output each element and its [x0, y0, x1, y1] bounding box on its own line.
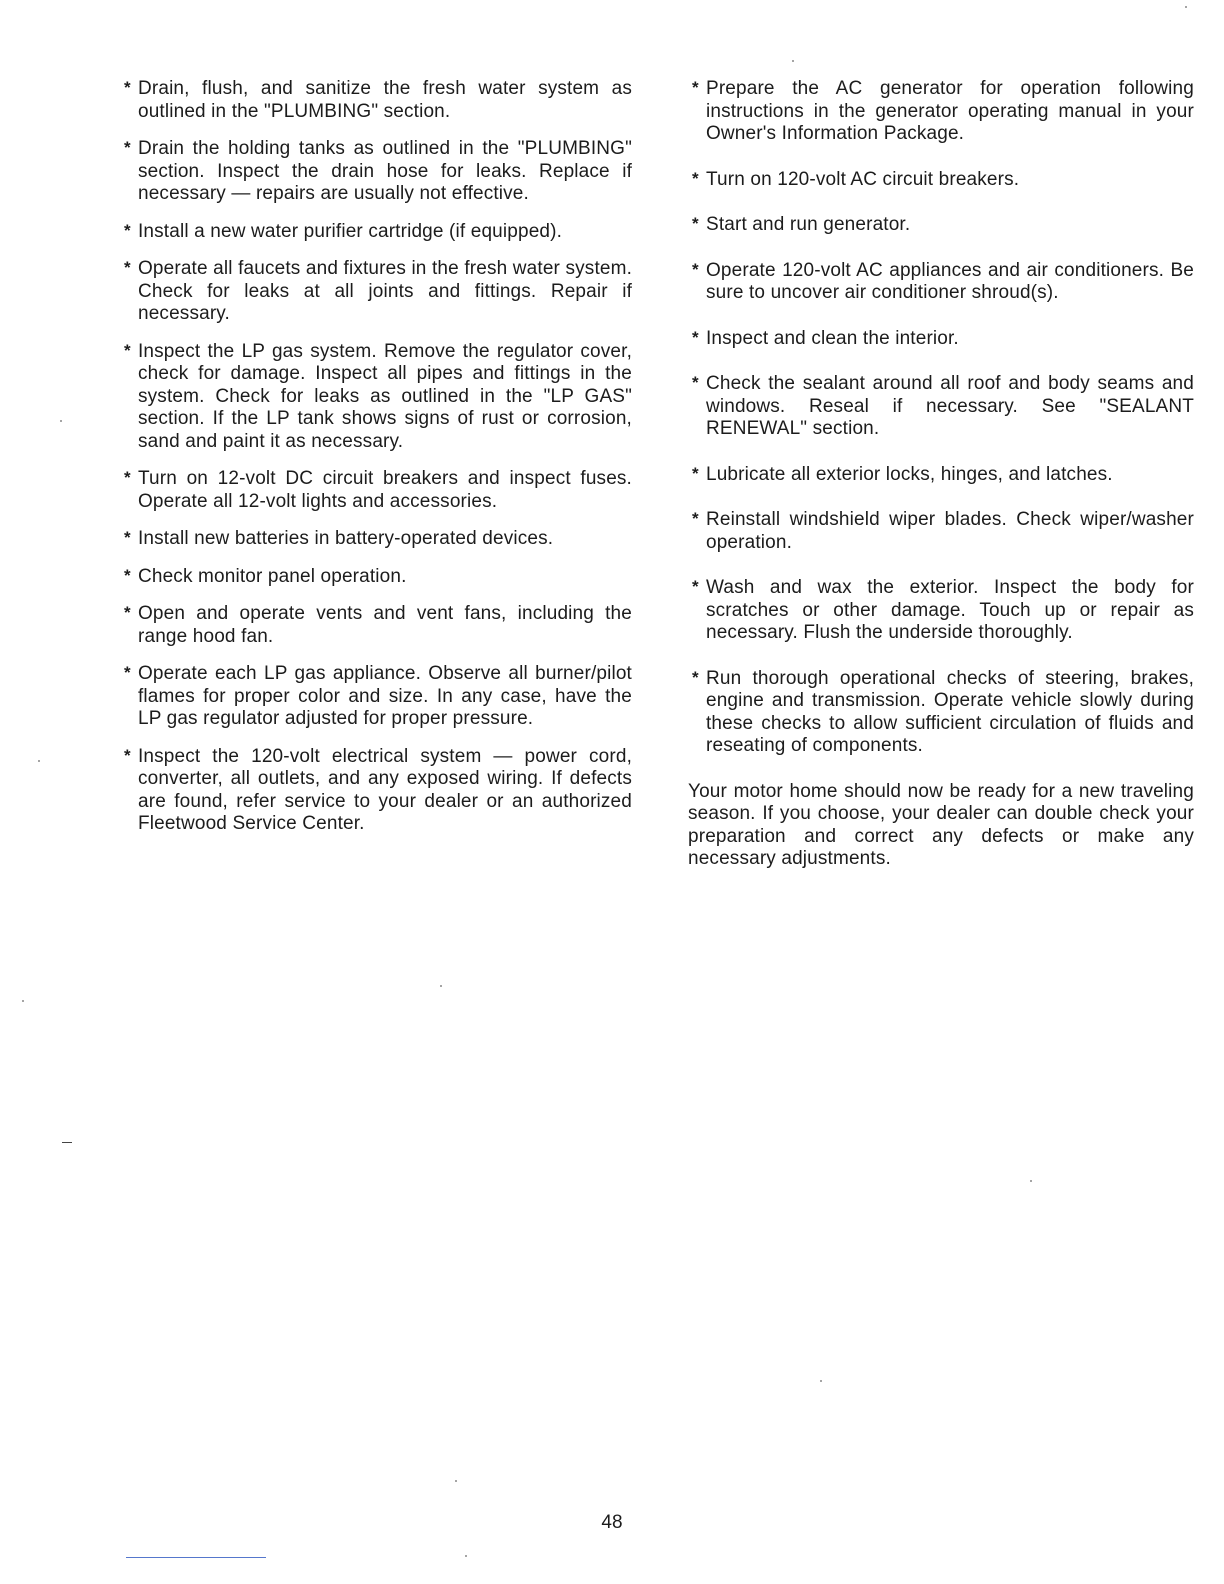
bullet-star: *: [692, 463, 699, 483]
bullet-star: *: [692, 509, 699, 528]
bullet-star: *: [124, 220, 131, 240]
bullet-star: *: [692, 373, 699, 392]
checklist-item-text: Turn on 120-volt AC circuit breakers.: [706, 168, 1020, 190]
bullet-star: *: [692, 259, 699, 279]
left-column: [120, 78, 632, 851]
checklist-item-text: Check the sealant around all roof and body seams and windows. Reseal if necessary. See "SEALANT RENEWAL" section.: [706, 373, 1194, 439]
scan-speck: [820, 1380, 822, 1382]
checklist-item-text: Prepare the AC generator for operation following instructions in the generator operating manual in your Owner's Information Package.: [706, 78, 1194, 144]
closing-paragraph: Your motor home should now be ready for a new traveling season. If you choose, your dealer can double check your preparation and correct any defects or make any necessary adjustments.: [688, 780, 1194, 869]
checklist-item-text: Open and operate vents and vent fans, including the range hood fan.: [138, 603, 632, 647]
checklist-item: [688, 373, 1194, 441]
bullet-star: *: [124, 258, 131, 277]
bullet-star: *: [692, 168, 699, 188]
bullet-star: *: [692, 78, 699, 97]
bullet-star: *: [124, 745, 131, 765]
checklist-item: [120, 341, 632, 454]
checklist-item: [120, 746, 632, 836]
bullet-star: *: [124, 663, 131, 682]
checklist-item-text: Install a new water purifier cartridge (if equipped).: [138, 220, 563, 242]
bullet-star: *: [124, 78, 131, 97]
checklist-item-text: Drain the holding tanks as outlined in the "PLUMBING" section. Inspect the drain hose for leaks. Replace if necessary — repairs are usually not effective.: [138, 138, 632, 204]
bullet-star: *: [692, 667, 699, 687]
checklist-item-text: Install new batteries in battery-operated devices.: [138, 528, 554, 549]
checklist-item: [120, 603, 632, 648]
checklist-item-text: Drain, flush, and sanitize the fresh water system as outlined in the "PLUMBING" section.: [138, 78, 632, 122]
checklist-item: [120, 663, 632, 731]
checklist-item-text: Inspect and clean the interior.: [706, 327, 959, 349]
scan-mark: [62, 1142, 72, 1143]
checklist-item-text: Run thorough operational checks of steering, brakes, engine and transmission. Operate vehicle slowly during these checks to allow sufficient circulation of fluids and reseating of components.: [706, 667, 1194, 756]
scan-speck: [792, 60, 794, 62]
checklist-item: [688, 78, 1194, 146]
checklist-item: [120, 566, 632, 589]
checklist-item-text: Operate all faucets and fixtures in the fresh water system. Check for leaks at all joints and fittings. Repair if necessary.: [138, 258, 632, 324]
checklist-item: [688, 668, 1194, 758]
checklist-item-text: Operate each LP gas appliance. Observe all burner/pilot flames for proper color and size. In any case, have the LP gas regulator adjusted for proper pressure.: [138, 663, 632, 729]
bullet-star: *: [124, 565, 131, 585]
scan-speck: [22, 1000, 24, 1002]
checklist-item: [688, 214, 1194, 237]
bullet-star: *: [124, 138, 131, 157]
scan-speck: [440, 985, 442, 987]
bullet-star: *: [124, 528, 131, 547]
checklist-item: [688, 464, 1194, 487]
bullet-star: *: [692, 327, 699, 347]
scan-speck: [1030, 1180, 1032, 1182]
checklist-item: [120, 258, 632, 326]
checklist-item-text: Inspect the LP gas system. Remove the regulator cover, check for damage. Inspect all pipes and fittings in the system. Check for leaks as outlined in the "LP GAS" section. If the LP tank shows signs of rust or corrosion, sand and paint it as necessary.: [138, 340, 632, 452]
scan-speck: [38, 760, 40, 762]
checklist-item: [120, 221, 632, 244]
bullet-star: *: [124, 468, 131, 487]
bullet-star: *: [692, 214, 699, 233]
bullet-star: *: [124, 340, 131, 360]
checklist-item-text: Turn on 12-volt DC circuit breakers and inspect fuses. Operate all 12-volt lights and accessories.: [138, 468, 632, 512]
checklist-item-text: Wash and wax the exterior. Inspect the body for scratches or other damage. Touch up or repair as necessary. Flush the underside thoroughly.: [706, 577, 1194, 643]
checklist-item: [120, 468, 632, 513]
checklist-item: [120, 138, 632, 206]
checklist-item: [120, 78, 632, 123]
checklist-item-text: Start and run generator.: [706, 214, 911, 235]
scan-speck: [455, 1480, 457, 1482]
checklist-item: [688, 577, 1194, 645]
checklist-item-text: Operate 120-volt AC appliances and air conditioners. Be sure to uncover air conditioner shroud(s).: [706, 259, 1194, 303]
scan-speck: [465, 1555, 467, 1557]
checklist-item: [688, 260, 1194, 305]
checklist-item: [688, 169, 1194, 192]
checklist-item-text: Lubricate all exterior locks, hinges, and latches.: [706, 463, 1113, 485]
page-number: 48: [601, 1512, 623, 1533]
checklist-item: [688, 328, 1194, 351]
footer-rule: [126, 1557, 266, 1558]
scan-speck: [1185, 6, 1187, 8]
bullet-star: *: [124, 603, 131, 622]
right-column: [688, 78, 1194, 890]
checklist-item-text: Inspect the 120-volt electrical system — power cord, converter, all outlets, and any exposed wiring. If defects are found, refer service to your dealer or an authorized Fleetwood Service Center.: [138, 745, 632, 834]
checklist-item: [120, 528, 632, 551]
bullet-star: *: [692, 577, 699, 596]
checklist-item: [688, 509, 1194, 554]
scan-speck: [60, 420, 62, 422]
checklist-item-text: Reinstall windshield wiper blades. Check wiper/washer operation.: [706, 509, 1194, 553]
checklist-item-text: Check monitor panel operation.: [138, 565, 407, 587]
